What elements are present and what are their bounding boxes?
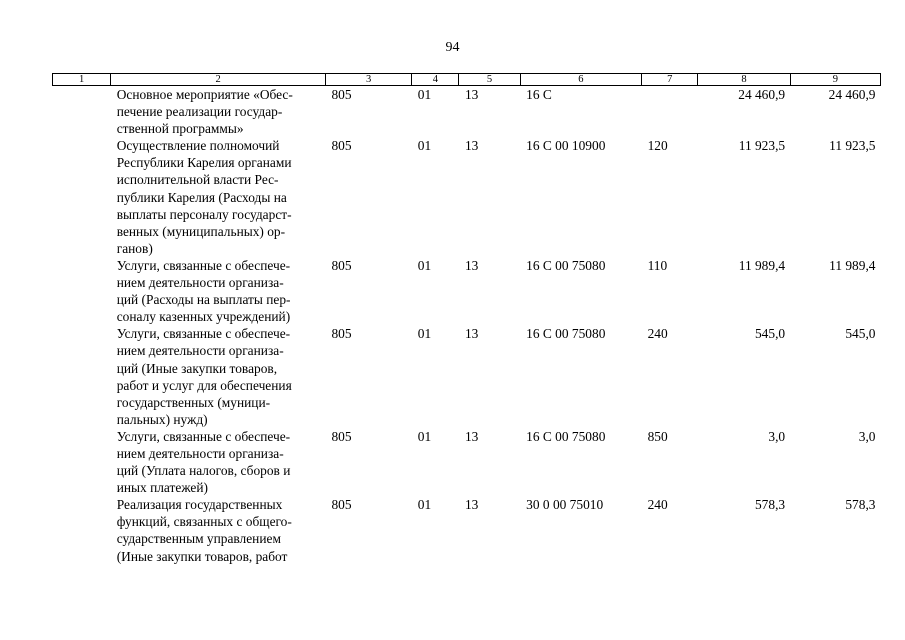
- description-line: Осуществление полномочий: [116, 138, 280, 154]
- cell-col5: 13: [464, 326, 479, 342]
- cell-col9: 545,0: [845, 326, 876, 342]
- description-line: нием деятельности организа-: [116, 343, 284, 359]
- header-row: [53, 74, 881, 86]
- table-row: [53, 496, 881, 564]
- cell-col5: 13: [464, 497, 479, 513]
- description-line: Основное мероприятие «Обес-: [116, 87, 293, 102]
- cell-col1: [53, 325, 111, 428]
- description-line: ций (Иные закупки товаров,: [116, 360, 278, 376]
- cell-col5: 13: [464, 87, 479, 102]
- cell-col4: 01: [417, 497, 432, 513]
- table-row: [53, 86, 881, 138]
- budget-table: [52, 73, 881, 565]
- column-header-8: 8: [698, 74, 790, 86]
- cell-description: [111, 257, 326, 325]
- description-line: работ и услуг для обеспечения: [116, 377, 292, 393]
- cell-col8: 24 460,9: [738, 87, 786, 102]
- table-row: [53, 137, 881, 257]
- cell-col3: 805: [331, 257, 352, 273]
- table-row: [53, 257, 881, 325]
- cell-description: [111, 496, 326, 564]
- table-row: [53, 325, 881, 428]
- description-line: венных (муниципальных) ор-: [116, 223, 286, 239]
- cell-col9: 578,3: [845, 497, 876, 513]
- description-line: сударственным управлением: [116, 531, 281, 547]
- description-line: соналу казенных учреждений): [116, 309, 291, 325]
- cell-col1: [53, 496, 111, 564]
- cell-description: [111, 137, 326, 257]
- description-line: выплаты персоналу государст-: [116, 206, 292, 222]
- cell-col7: 120: [647, 138, 668, 154]
- description-line: функций, связанных с общего-: [116, 514, 292, 530]
- cell-col3: 805: [331, 87, 352, 102]
- description-line: Услуги, связанные с обеспече-: [116, 257, 291, 273]
- description-line: исполнительной власти Рес-: [116, 172, 279, 188]
- description-line: ций (Расходы на выплаты пер-: [116, 292, 291, 308]
- cell-col6: 16 С 00 75080: [526, 257, 606, 273]
- description-line: ганов): [116, 240, 153, 256]
- cell-col8: 11 989,4: [738, 257, 786, 273]
- description-line: Республики Карелия органами: [116, 155, 292, 171]
- description-line: нием деятельности организа-: [116, 445, 284, 461]
- column-header-1: 1: [53, 74, 111, 86]
- cell-col7: 850: [647, 428, 668, 444]
- cell-col6: 16 С 00 75080: [526, 428, 606, 444]
- description-line: Услуги, связанные с обеспече-: [116, 428, 291, 444]
- description-line: печение реализации государ-: [116, 104, 283, 120]
- description-line: нием деятельности организа-: [116, 275, 284, 291]
- description-line: Услуги, связанные с обеспече-: [116, 326, 291, 342]
- cell-col1: [53, 257, 111, 325]
- column-header-6: 6: [520, 74, 641, 86]
- cell-col3: 805: [331, 428, 352, 444]
- cell-col3: 805: [331, 497, 352, 513]
- cell-col8: 11 923,5: [738, 138, 786, 154]
- cell-col5: 13: [464, 138, 479, 154]
- cell-col9: 3,0: [858, 428, 876, 444]
- cell-col6: 16 С: [526, 87, 552, 102]
- page-number: 94: [445, 40, 460, 55]
- description-line: публики Карелия (Расходы на: [116, 189, 287, 205]
- cell-col7: [642, 86, 698, 138]
- cell-col4: 01: [417, 138, 432, 154]
- cell-col7: 240: [647, 497, 668, 513]
- column-header-5: 5: [459, 74, 520, 86]
- cell-col4: 01: [417, 326, 432, 342]
- cell-col4: 01: [417, 257, 432, 273]
- cell-col9: 11 923,5: [829, 138, 876, 154]
- cell-col4: 01: [417, 87, 432, 102]
- table-row: [53, 428, 881, 496]
- cell-col6: 16 С 00 75080: [526, 326, 606, 342]
- column-header-3: 3: [325, 74, 411, 86]
- cell-col8: 3,0: [768, 428, 786, 444]
- description-line: ций (Уплата налогов, сборов и: [116, 463, 291, 479]
- cell-col8: 545,0: [754, 326, 786, 342]
- description-line: государственных (муници-: [116, 394, 271, 410]
- cell-description: [111, 86, 326, 138]
- cell-col3: 805: [331, 326, 352, 342]
- column-header-7: 7: [642, 74, 698, 86]
- cell-description: [111, 325, 326, 428]
- table-body: [53, 86, 881, 565]
- description-line: иных платежей): [116, 480, 208, 496]
- cell-col9: 24 460,9: [828, 87, 876, 102]
- cell-col1: [53, 137, 111, 257]
- cell-col8: 578,3: [754, 497, 786, 513]
- description-line: Реализация государственных: [116, 497, 283, 513]
- cell-col3: 805: [331, 138, 352, 154]
- cell-col7: 110: [647, 257, 668, 273]
- cell-col7: 240: [647, 326, 668, 342]
- column-header-2: 2: [111, 74, 326, 86]
- description-line: пальных) нужд): [116, 411, 208, 427]
- cell-col4: 01: [417, 428, 432, 444]
- column-header-9: 9: [790, 74, 880, 86]
- cell-col9: 11 989,4: [829, 257, 876, 273]
- cell-col6: 16 С 00 10900: [526, 138, 606, 154]
- cell-col6: 30 0 00 75010: [526, 497, 604, 513]
- description-line: ственной программы»: [116, 121, 244, 137]
- cell-description: [111, 428, 326, 496]
- cell-col5: 13: [464, 428, 479, 444]
- column-header-4: 4: [412, 74, 459, 86]
- cell-col1: [53, 86, 111, 138]
- description-line: (Иные закупки товаров, работ: [116, 548, 288, 564]
- table-header: [53, 74, 881, 86]
- cell-col5: 13: [464, 257, 479, 273]
- cell-col1: [53, 428, 111, 496]
